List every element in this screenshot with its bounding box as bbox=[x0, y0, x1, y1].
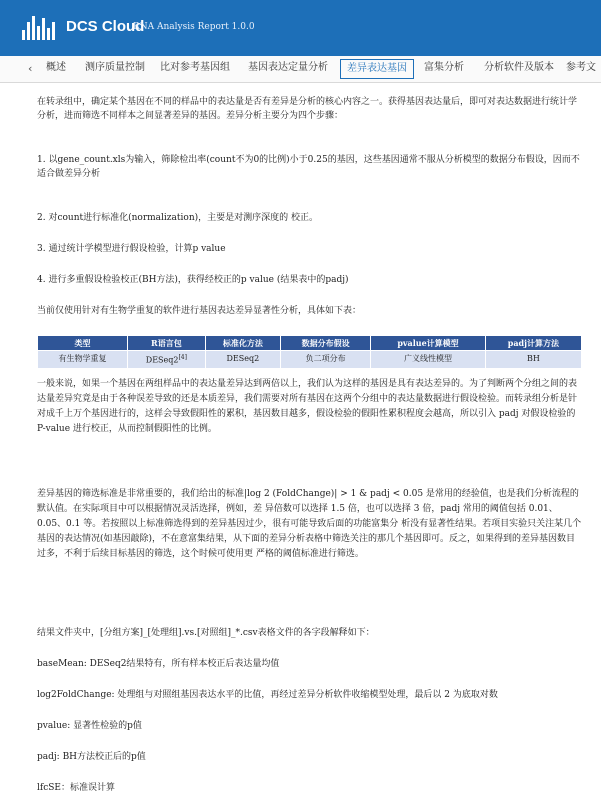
field-basemean: baseMean: DESeq2结果特有，所有样本校正后表达量均值 bbox=[37, 659, 280, 669]
table-cell: 负二项分布 bbox=[281, 351, 371, 369]
table-header: padj计算方法 bbox=[485, 336, 581, 351]
table-header: 数据分布假设 bbox=[281, 336, 371, 351]
tab-deg[interactable]: 差异表达基因 bbox=[340, 59, 414, 79]
table-header: R语言包 bbox=[128, 336, 206, 351]
table-header: 标准化方法 bbox=[205, 336, 280, 351]
table-cell: BH bbox=[485, 351, 581, 369]
tab-enrichment[interactable]: 富集分析 bbox=[424, 62, 464, 73]
scroll-left-icon[interactable]: ‹ bbox=[28, 62, 33, 75]
intro-paragraph: 在转录组中，确定某个基因在不同的样品中的表达量是否有差异是分析的核心内容之一。获得基因表达量后，即可对表达数据进行统计学分析，进而筛选不同样本之间显著差异的基因。差异分析主要分为四个步骤： bbox=[37, 97, 578, 121]
fold-change-paragraph: 一般来说，如果一个基因在两组样品中的表达量差异达到两倍以上，我们认为这样的基因是具有表达差异的。为了判断两个分组之间的表达量差异究竟是由于各种误差导致的还是本质差异，我们需要对所有基因在这两个分组中的表达量数据进行假设检验。而转录组分析是针对成千上万个基因进行的，这样会导致假阳性的累积，基因数目越多，假设检验的假阳性累积程度会越高，所以引入 padj 对假设检验的 P-value 进行校正，从而控制假阳性的比例。 bbox=[37, 379, 578, 434]
dcs-logo-icon bbox=[22, 14, 58, 40]
table-header-row bbox=[38, 336, 582, 351]
tab-software[interactable]: 分析软件及版本 bbox=[484, 62, 554, 73]
tab-alignment[interactable]: 比对参考基因组 bbox=[160, 62, 230, 73]
step-4: 4. 进行多重假设检验校正(BH方法)，获得经校正的p value (结果表中的padj) bbox=[37, 275, 349, 285]
field-log2foldchange: log2FoldChange: 处理组与对照组基因表达水平的比值，再经过差异分析软件收缩模型处理，最后以 2 为底取对数 bbox=[37, 690, 498, 700]
report-subtitle: RNA Analysis Report 1.0.0 bbox=[133, 22, 255, 32]
step-2: 2. 对count进行标准化(normalization)，主要是对测序深度的 校正。 bbox=[37, 213, 318, 223]
result-intro: 结果文件夹中，[分组方案]_[处理组].vs.[对照组]_*.csv表格文件的各字段解释如下： bbox=[37, 628, 375, 638]
package-name: DESeq2 bbox=[145, 355, 179, 365]
table-cell: DESeq2 bbox=[205, 351, 280, 369]
tab-qc[interactable]: 测序质量控制 bbox=[85, 62, 145, 73]
table-cell: 有生物学重复 bbox=[38, 351, 128, 369]
tab-quantification[interactable]: 基因表达定量分析 bbox=[248, 62, 328, 73]
tab-overview[interactable]: 概述 bbox=[46, 62, 66, 73]
step-3: 3. 通过统计学模型进行假设检验，计算p value bbox=[37, 244, 226, 254]
deg-method-table bbox=[37, 335, 582, 369]
tab-bar bbox=[0, 56, 601, 83]
table-cell-package bbox=[128, 351, 206, 369]
tab-references[interactable]: 参考文 bbox=[566, 62, 596, 73]
threshold-paragraph: 差异基因的筛选标准是非常重要的，我们给出的标准|log 2 (FoldChange)| > 1 & padj < 0.05 是常用的经验值，也是我们分析流程的默认值。在实际项目中可以根据情况灵活选择，例如，差 异倍数可以选择 1.5 倍，也可以选择 3 倍，padj 常用的阈值包括 0.01、0.05、0.1 等。若按照以上标准筛选得到的差异基因过少，很有可能导致后面的功能富集分 析没有显著性结果。若项目实验只关注某几个基因的表达情况(如基因敲除)，不在意富集结果，从下面的差异分析表格中筛选关注的那几个基因即可。反之，如果得到的差异基因数目过多，不利于后续目标基因的筛选，这个时候可使用更 严格的阈值标准进行筛选。 bbox=[37, 489, 582, 559]
reference-link[interactable]: [4] bbox=[178, 354, 187, 361]
top-header bbox=[0, 0, 601, 56]
field-padj: padj: BH方法校正后的p值 bbox=[37, 752, 146, 762]
step-1: 1. 以gene_count.xls为输入，筛除检出率(count不为0的比例)小于0.25的基因，这些基因通常不服从分析模型的数据分布假设，因而不适合做差异分析 bbox=[37, 155, 580, 179]
table-row bbox=[38, 351, 582, 369]
brand-name: DCS Cloud bbox=[66, 18, 145, 35]
table-header: 类型 bbox=[38, 336, 128, 351]
field-lfcse: lfcSE：标准误计算 bbox=[37, 783, 115, 793]
table-header: pvalue计算模型 bbox=[371, 336, 486, 351]
field-pvalue: pvalue: 显著性检验的p值 bbox=[37, 721, 142, 731]
table-cell: 广义线性模型 bbox=[371, 351, 486, 369]
table-intro: 当前仅使用针对有生物学重复的软件进行基因表达差异显著性分析，具体如下表： bbox=[37, 306, 362, 316]
